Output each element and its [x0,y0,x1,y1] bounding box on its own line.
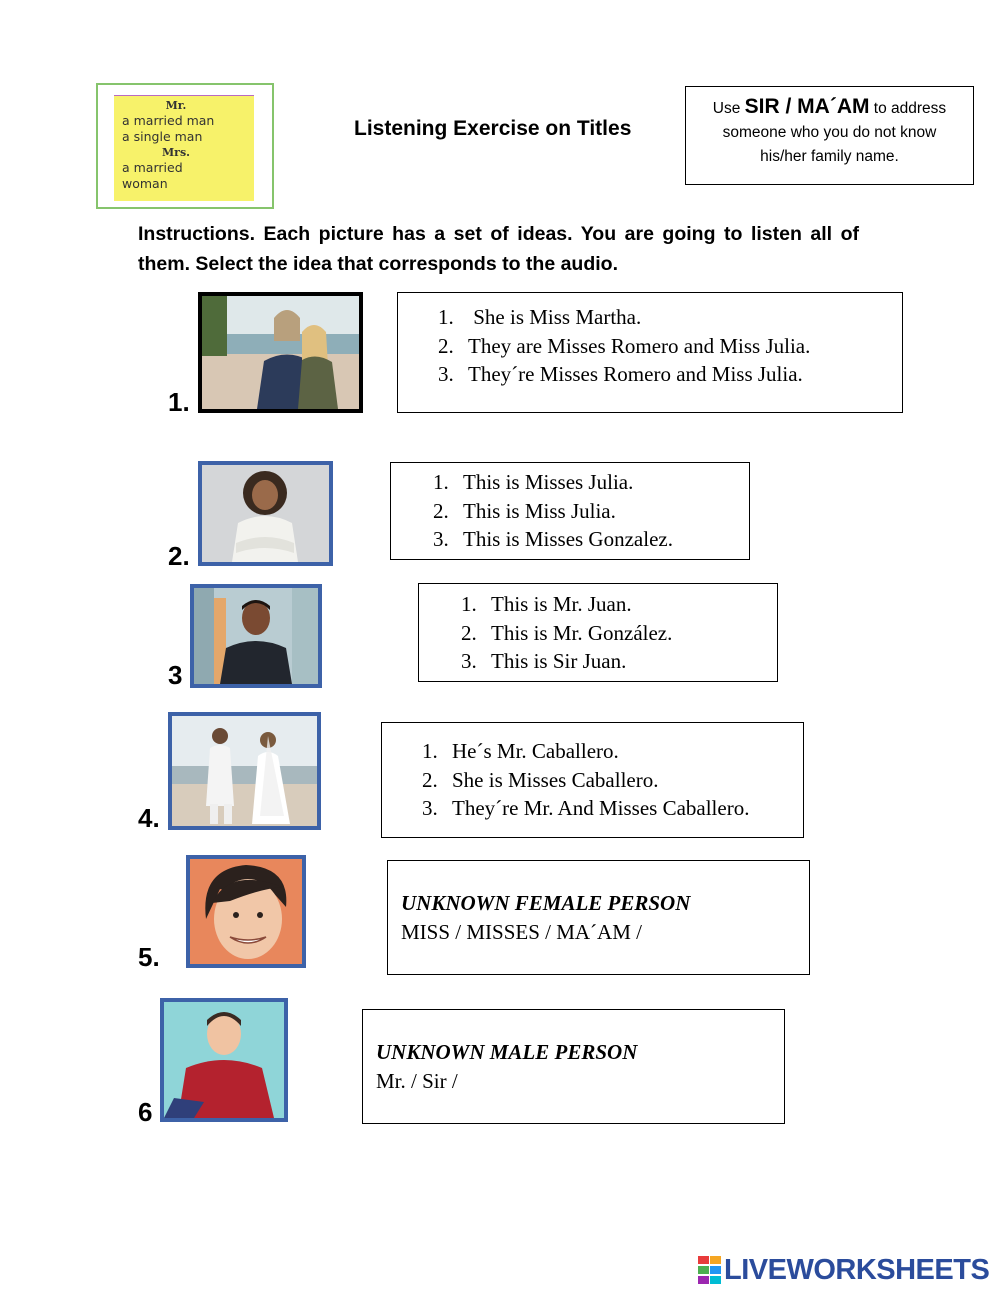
option-row[interactable] [433,468,749,497]
note-line-2: someone who you do not know [722,124,937,141]
item-1-picture [198,292,363,413]
female-cartoon-face-image [190,859,302,964]
option-row[interactable] [422,766,803,795]
option-row[interactable] [433,525,749,554]
item-6-heading: UNKNOWN MALE PERSON [376,1040,638,1064]
item-5-number: 5. [138,942,160,972]
smiling-woman-image [202,465,329,562]
mrs-heading: Mrs. [162,146,190,159]
item-2-picture [198,461,333,566]
option-row[interactable] [422,737,803,766]
liveworksheets-wordmark: LIVEWORKSHEETS [724,1254,990,1286]
option-text: He´s Mr. Caballero. [452,739,619,763]
option-row[interactable] [461,647,777,676]
item-4-picture [168,712,321,830]
mr-line-2: a single man [122,129,203,144]
option-row[interactable] [438,332,902,361]
smiling-man-image [194,588,318,684]
option-number: 3. [433,527,449,551]
item-6-number-text: 6 [138,1097,153,1127]
option-number: 3. [438,362,454,386]
note-emphasis: SIR / MA´AM [744,95,870,118]
mr-line-1: a married man [122,113,215,128]
note-line-3: his/her family name. [760,148,899,165]
option-number: 1. [433,470,449,494]
option-number: 1. [422,739,438,763]
item-6-number [138,1097,152,1128]
page-title: Listening Exercise on Titles [354,117,632,140]
option-number: 3. [422,796,438,820]
male-cartoon-image [164,1002,284,1118]
item-2-options [390,462,750,560]
titles-reference-card [96,83,274,209]
option-text: This is Misses Gonzalez. [463,527,673,551]
option-row[interactable] [438,360,902,389]
option-row[interactable] [461,590,777,619]
item-6-answer-line[interactable]: Mr. / Sir / [376,1069,458,1093]
option-row[interactable] [433,497,749,526]
item-5-heading: UNKNOWN FEMALE PERSON [401,891,691,915]
item-3-number-text: 3 [168,660,183,690]
note-prefix: Use [712,100,745,117]
option-number: 2. [422,767,438,792]
option-number: 2. [433,498,449,523]
wedding-couple-image [172,716,317,826]
item-3-picture [190,584,322,688]
item-1-options [397,292,903,413]
option-text: She is Misses Caballero. [452,767,659,792]
mrs-line-2: woman [122,176,168,191]
option-number: 2. [438,333,454,358]
item-6-box [362,1009,785,1124]
option-text: They´re Mr. And Misses Caballero. [452,796,750,820]
option-number: 1. [461,592,477,616]
option-text: This is Sir Juan. [491,649,627,673]
item-3-number [168,660,182,691]
instructions: Instructions. Each picture has a set of ideas. You are going to listen all of them. Select the idea that corresponds to the audio. [138,223,859,275]
option-text: They are Misses Romero and Miss Julia. [468,333,811,358]
women-on-beach-image [202,296,359,409]
liveworksheets-logo[interactable] [698,1254,994,1286]
option-row[interactable] [438,303,902,332]
mr-heading: Mr. [165,99,187,112]
note-line-1 [686,95,973,121]
item-5-picture [186,855,306,968]
option-text: They´re Misses Romero and Miss Julia. [468,362,803,386]
option-row[interactable] [461,619,777,648]
option-text: She is Miss Martha. [473,305,642,329]
option-text: This is Misses Julia. [463,470,634,494]
liveworksheets-logo-icon [698,1256,722,1284]
item-5-box [387,860,810,975]
item-4-options [381,722,804,838]
option-text: This is Mr. González. [491,620,673,645]
option-number: 1. [438,305,454,329]
note-suffix: to address [869,100,947,117]
item-3-options [418,583,778,682]
option-text: This is Mr. Juan. [491,592,632,616]
option-row[interactable] [422,794,803,823]
item-1-number: 1. [168,387,190,417]
item-2-number: 2. [168,541,190,571]
item-4-number: 4. [138,803,160,833]
titles-reference-card-content [114,95,254,201]
item-5-answer-line[interactable]: MISS / MISSES / MA´AM / [401,920,642,944]
option-text: This is Miss Julia. [463,498,616,523]
mrs-line-1: a married [122,160,183,175]
sir-maam-note [685,86,974,185]
option-number: 3. [461,649,477,673]
item-6-picture [160,998,288,1122]
option-number: 2. [461,620,477,645]
